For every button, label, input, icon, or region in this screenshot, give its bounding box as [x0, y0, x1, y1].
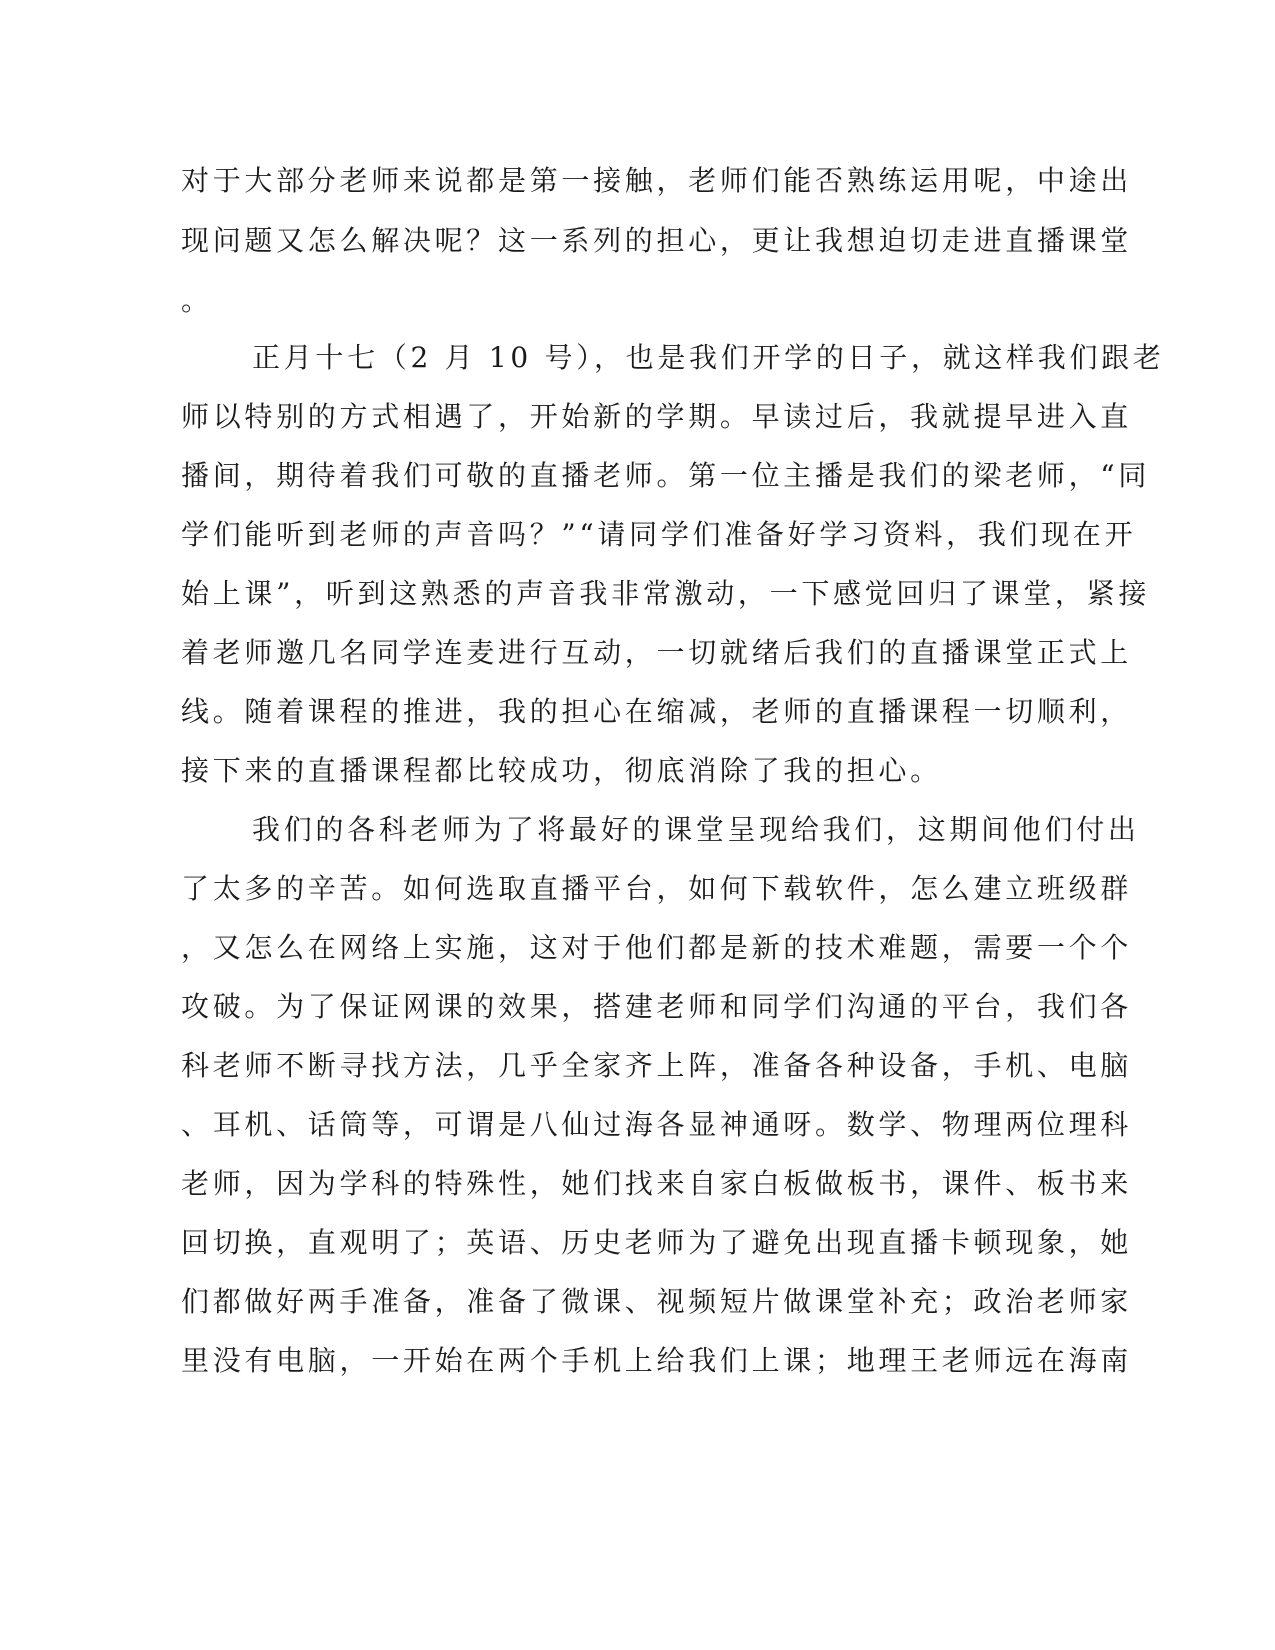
text-line: 正月十七（2 月 10 号），也是我们开学的日子，就这样我们跟老 — [252, 341, 1165, 374]
text-line: ，又怎么在网络上实施，这对于他们都是新的技术难题，需要一个个 — [181, 931, 1133, 964]
text-line: 老师，因为学科的特殊性，她们找来自家白板做板书，课件、板书来 — [181, 1167, 1133, 1200]
text-line: 着老师邀几名同学连麦进行互动，一切就绪后我们的直播课堂正式上 — [181, 636, 1133, 669]
text-line: 、耳机、话筒等，可谓是八仙过海各显神通呀。数学、物理两位理科 — [181, 1108, 1133, 1141]
text-line: 里没有电脑，一开始在两个手机上给我们上课；地理王老师远在海南 — [181, 1344, 1133, 1377]
text-line: 始上课”，听到这熟悉的声音我非常激动，一下感觉回归了课堂，紧接 — [181, 577, 1151, 610]
text-line: 了太多的辛苦。如何选取直播平台，如何下载软件，怎么建立班级群 — [181, 872, 1133, 905]
text-line: 。 — [181, 284, 213, 317]
text-line: 线。随着课程的推进，我的担心在缩减，老师的直播课程一切顺利， — [181, 695, 1133, 728]
text-line: 回切换，直观明了；英语、历史老师为了避免出现直播卡顿现象，她 — [181, 1226, 1133, 1259]
text-line: 师以特别的方式相遇了，开始新的学期。早读过后，我就提早进入直 — [181, 400, 1133, 433]
text-line: 我们的各科老师为了将最好的课堂呈现给我们，这期间他们付出 — [252, 813, 1140, 846]
text-line: 现问题又怎么解决呢？这一系列的担心，更让我想迫切走进直播课堂 — [181, 224, 1133, 257]
text-line: 播间，期待着我们可敬的直播老师。第一位主播是我们的梁老师，“同 — [181, 459, 1151, 492]
text-line: 接下来的直播课程都比较成功，彻底消除了我的担心。 — [181, 754, 942, 787]
text-line: 学们能听到老师的声音吗？”“请同学们准备好学习资料，我们现在开 — [181, 518, 1137, 551]
text-line: 攻破。为了保证网课的效果，搭建老师和同学们沟通的平台，我们各 — [181, 990, 1133, 1023]
text-line: 科老师不断寻找方法，几乎全家齐上阵，准备各种设备，手机、电脑 — [181, 1049, 1133, 1082]
text-line: 们都做好两手准备，准备了微课、视频短片做课堂补充；政治老师家 — [181, 1285, 1133, 1318]
text-line: 对于大部分老师来说都是第一接触，老师们能否熟练运用呢，中途出 — [181, 164, 1133, 197]
